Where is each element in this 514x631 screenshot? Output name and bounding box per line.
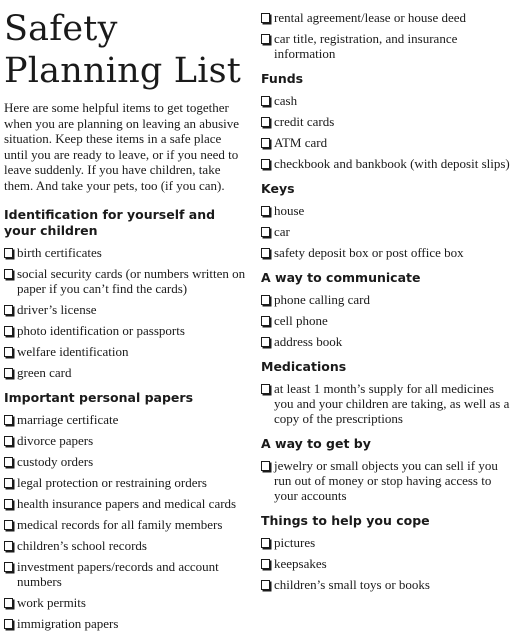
checklist-item — [4, 302, 248, 317]
checklist-item — [4, 323, 248, 338]
checklist-item-label: children’s school records — [17, 538, 147, 553]
section-communicate — [261, 270, 511, 349]
checkbox-icon[interactable] — [4, 541, 13, 551]
checkbox-icon[interactable] — [261, 227, 270, 237]
section-heading: Keys — [261, 181, 295, 196]
checklist-item-label: work permits — [17, 595, 86, 610]
checklist-item-label: credit cards — [274, 114, 335, 129]
checklist-item — [261, 577, 511, 592]
checkbox-icon[interactable] — [4, 436, 13, 446]
checklist-item — [261, 313, 511, 328]
checklist-item — [4, 559, 248, 589]
checklist-item-label: legal protection or restraining orders — [17, 475, 207, 490]
checklist-item-label: jewelry or small objects you can sell if you run out of money or stop having access to your accounts — [274, 458, 498, 503]
checklist-item-label: marriage certificate — [17, 412, 119, 427]
checklist — [261, 93, 511, 171]
checklist-item — [261, 458, 511, 503]
section-heading: A way to get by — [261, 436, 371, 451]
checklist-item — [261, 556, 511, 571]
checkbox-icon[interactable] — [261, 337, 270, 347]
checkbox-icon[interactable] — [261, 96, 270, 106]
checklist-item — [4, 433, 248, 448]
checklist — [261, 292, 511, 349]
checklist-item — [261, 31, 511, 61]
checkbox-icon[interactable] — [4, 478, 13, 488]
section-identification — [4, 207, 248, 380]
checkbox-icon[interactable] — [261, 138, 270, 148]
section-heading: Medications — [261, 359, 347, 374]
right-column — [261, 0, 511, 592]
checklist-item-label: house — [274, 203, 305, 218]
checklist — [261, 203, 511, 260]
checklist-item-label: health insurance papers and medical cards — [17, 496, 237, 511]
checkbox-icon[interactable] — [261, 13, 270, 23]
checklist-item — [4, 538, 248, 553]
checkbox-icon[interactable] — [4, 326, 13, 336]
checkbox-icon[interactable] — [4, 415, 13, 425]
checklist-item — [4, 517, 248, 532]
section-heading: Things to help you cope — [261, 513, 430, 528]
checklist-item — [261, 224, 511, 239]
checklist-item — [261, 535, 511, 550]
checkbox-icon[interactable] — [261, 316, 270, 326]
checkbox-icon[interactable] — [4, 368, 13, 378]
checklist-item-label: immigration papers — [17, 616, 119, 631]
checklist-item-label: medical records for all family members — [17, 517, 223, 532]
checklist-item-label: birth certificates — [17, 245, 102, 260]
checkbox-icon[interactable] — [261, 461, 270, 471]
checklist-item-label: children’s small toys or books — [274, 577, 430, 592]
intro-paragraph: Here are some helpful items to get together when you are planning on leaving an abusive situation. Keep these items in a safe place until you are ready to leave, or if you need to leave suddenly. If you have children, take them. And take your pets, too (if you can). — [4, 100, 240, 193]
checklist-item — [4, 454, 248, 469]
page-title: Safety Planning List — [4, 9, 242, 91]
checklist-item — [261, 334, 511, 349]
checklist-item-label: address book — [274, 334, 343, 349]
checklist-item-label: cell phone — [274, 313, 328, 328]
checklist-item — [261, 245, 511, 260]
checklist-item — [4, 365, 248, 380]
checklist-item-label: ATM card — [274, 135, 328, 150]
checkbox-icon[interactable] — [261, 34, 270, 44]
section-heading: Identification for yourself and your children — [4, 207, 216, 238]
checklist-item-label: driver’s license — [17, 302, 97, 317]
checkbox-icon[interactable] — [261, 159, 270, 169]
checkbox-icon[interactable] — [4, 499, 13, 509]
checklist — [261, 535, 511, 592]
checklist-item — [261, 292, 511, 307]
checklist-item-label: investment papers/records and account numbers — [17, 559, 219, 589]
checklist-item-label: divorce papers — [17, 433, 94, 448]
checkbox-icon[interactable] — [261, 580, 270, 590]
checklist-item — [261, 203, 511, 218]
checklist-item-label: welfare identification — [17, 344, 129, 359]
checkbox-icon[interactable] — [261, 117, 270, 127]
checklist-item-label: pictures — [274, 535, 316, 550]
checkbox-icon[interactable] — [4, 619, 13, 629]
checklist-item — [4, 344, 248, 359]
checklist-item — [4, 496, 248, 511]
section-keys — [261, 181, 511, 260]
section-medications — [261, 359, 511, 426]
checklist-item-label: social security cards (or numbers written on paper if you can’t find the cards) — [17, 266, 246, 296]
checkbox-icon[interactable] — [4, 347, 13, 357]
checklist-item — [4, 595, 248, 610]
checkbox-icon[interactable] — [4, 248, 13, 258]
checklist-item — [261, 10, 511, 25]
checklist-item — [261, 93, 511, 108]
checklist-item — [4, 412, 248, 427]
checkbox-icon[interactable] — [4, 305, 13, 315]
checklist-item-label: safety deposit box or post office box — [274, 245, 464, 260]
checkbox-icon[interactable] — [261, 206, 270, 216]
checklist — [4, 245, 248, 380]
checklist — [4, 412, 248, 631]
checklist-item — [261, 135, 511, 150]
section-personal-papers-continued — [261, 10, 511, 61]
section-heading: Important personal papers — [4, 390, 194, 405]
checkbox-icon[interactable] — [4, 457, 13, 467]
checkbox-icon[interactable] — [261, 559, 270, 569]
section-heading: A way to communicate — [261, 270, 421, 285]
checklist-item — [4, 266, 248, 296]
checkbox-icon[interactable] — [4, 269, 13, 279]
checkbox-icon[interactable] — [261, 384, 270, 394]
checkbox-icon[interactable] — [4, 562, 13, 572]
checklist-item — [4, 475, 248, 490]
checklist-item-label: photo identification or passports — [17, 323, 185, 338]
checklist-item-label: keepsakes — [274, 556, 327, 571]
checkbox-icon[interactable] — [261, 248, 270, 258]
checklist-item-label: checkbook and bankbook (with deposit slips) — [274, 156, 510, 171]
section-cope — [261, 513, 511, 592]
checkbox-icon[interactable] — [261, 538, 270, 548]
checklist-item — [261, 156, 511, 171]
section-funds — [261, 71, 511, 171]
checkbox-icon[interactable] — [4, 598, 13, 608]
checklist-item-label: car title, registration, and insurance information — [274, 31, 458, 61]
checklist-item-label: phone calling card — [274, 292, 371, 307]
checklist-item-label: cash — [274, 93, 298, 108]
checklist — [261, 10, 511, 61]
checklist — [261, 458, 511, 503]
checklist-item-label: custody orders — [17, 454, 94, 469]
checklist-item-label: rental agreement/lease or house deed — [274, 10, 467, 25]
checklist-item-label: green card — [17, 365, 72, 380]
section-get-by — [261, 436, 511, 503]
checklist-item — [261, 381, 511, 426]
section-personal-papers — [4, 390, 248, 631]
section-heading: Funds — [261, 71, 304, 86]
checkbox-icon[interactable] — [4, 520, 13, 530]
checklist-item — [4, 245, 248, 260]
checklist-item-label: at least 1 month’s supply for all medicines you and your children are taking, as well as a copy of the prescriptions — [274, 381, 510, 426]
checkbox-icon[interactable] — [261, 295, 270, 305]
checklist — [261, 381, 511, 426]
checklist-item-label: car — [274, 224, 290, 239]
left-column — [4, 0, 248, 631]
checklist-item — [261, 114, 511, 129]
